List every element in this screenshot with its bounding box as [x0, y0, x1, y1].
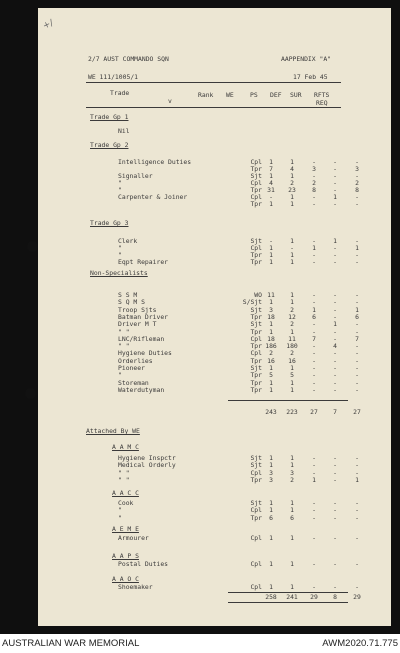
we-value: 1 — [269, 327, 273, 336]
we-value: 1 — [269, 320, 273, 329]
total-sur: 8 — [333, 593, 337, 601]
sur-value: - — [333, 158, 337, 166]
rfts-value: - — [355, 258, 359, 266]
rank: Sjt — [250, 237, 262, 245]
table-row — [118, 259, 400, 266]
we-value: 1 — [269, 378, 273, 387]
rank: Tpr — [250, 356, 262, 365]
sur-value: - — [333, 172, 337, 180]
trade-name: " " — [118, 342, 130, 351]
rank: Tpr — [250, 312, 262, 321]
rfts-value: 2 — [355, 179, 359, 187]
def-value: - — [312, 158, 316, 166]
we-value: 7 — [269, 165, 273, 173]
rank: Cpl — [250, 506, 262, 515]
section-non-specialists: Non-Specialists — [90, 269, 148, 277]
we-value: 1 — [269, 385, 273, 394]
we-value: 1 — [269, 499, 273, 507]
def-value: - — [312, 378, 316, 387]
archive-credit: AUSTRALIAN WAR MEMORIAL — [2, 638, 140, 649]
rfts-value: - — [355, 468, 359, 477]
sur-value: - — [333, 305, 337, 314]
def-value: - — [312, 251, 316, 259]
rank: Tpr — [250, 475, 262, 484]
we-value: 3 — [269, 305, 273, 314]
ps-value: 1 — [290, 378, 294, 387]
sur-value: - — [333, 378, 337, 387]
ps-value: 1 — [290, 237, 294, 245]
table-row — [118, 477, 400, 484]
ps-value: 180 — [286, 342, 298, 351]
sur-value: - — [333, 506, 337, 515]
trade-name: S S M — [118, 291, 138, 299]
we-value: 1 — [269, 251, 273, 259]
trade-name: Orderlies — [118, 356, 153, 365]
we-value: 16 — [267, 356, 275, 365]
we-value: 1 — [269, 461, 273, 470]
trade-name: LNC/Rifleman — [118, 334, 165, 343]
sur-value: - — [333, 513, 337, 522]
rfts-value: 7 — [355, 334, 359, 343]
trade-name: " — [118, 251, 122, 259]
rank: Tpr — [250, 258, 262, 266]
archive-reference: AWM2020.71.775 — [322, 638, 398, 649]
ps-value: 1 — [290, 461, 294, 470]
ps-value: 1 — [290, 364, 294, 372]
rfts-value: - — [355, 356, 359, 365]
rfts-value: - — [355, 385, 359, 394]
appendix-label: AAPPENDIX "A" — [281, 55, 332, 63]
trade-name: " " — [118, 468, 130, 477]
we-value: 1 — [269, 244, 273, 252]
we-value: - — [269, 237, 273, 245]
rfts-value: - — [355, 364, 359, 372]
trade-name: " — [118, 371, 122, 380]
rank: Sjt — [250, 305, 262, 314]
we-value: 1 — [269, 534, 273, 542]
def-value: 1 — [312, 244, 316, 252]
ps-value: 2 — [290, 179, 294, 187]
sur-value: - — [333, 327, 337, 336]
sur-value: - — [333, 356, 337, 365]
subtotal-rfts: 27 — [353, 408, 361, 416]
rfts-value: - — [355, 461, 359, 470]
subtotal-ps: 223 — [286, 408, 298, 416]
ps-value: 1 — [290, 534, 294, 542]
trade-name: Hygiene Duties — [118, 349, 172, 358]
total-ps: 241 — [286, 593, 298, 601]
document-date: 17 Feb 45 — [293, 73, 328, 81]
sur-value: - — [333, 179, 337, 187]
we-value: 31 — [267, 186, 275, 194]
def-value: 7 — [312, 334, 316, 343]
def-value: - — [312, 371, 316, 380]
rank: Tpr — [250, 186, 262, 194]
ps-value: 1 — [290, 172, 294, 180]
we-value: 1 — [269, 258, 273, 266]
col-trade: Trade — [110, 89, 130, 97]
section-trade-gp1: Trade Gp 1 — [90, 113, 129, 121]
def-value: - — [312, 534, 316, 542]
we-value: - — [269, 193, 273, 201]
trade-name: " — [118, 186, 122, 194]
rank: Tpr — [250, 327, 262, 336]
def-value: - — [312, 385, 316, 394]
def-value: 1 — [312, 475, 316, 484]
rfts-value: - — [355, 342, 359, 351]
we-value: 1 — [269, 583, 273, 591]
rfts-value: - — [355, 320, 359, 329]
trade-name: Troop Sjts — [118, 305, 157, 314]
subtotal-rule — [228, 400, 348, 401]
ps-value: 1 — [290, 200, 294, 208]
ps-value: 2 — [290, 320, 294, 329]
sur-value: - — [333, 475, 337, 484]
rfts-value: 1 — [355, 475, 359, 484]
ps-value: 6 — [290, 513, 294, 522]
ps-value: 2 — [290, 349, 294, 358]
rfts-value: 8 — [355, 186, 359, 194]
rank: Cpl — [250, 583, 262, 591]
rank: Tpr — [250, 251, 262, 259]
rfts-value: - — [355, 454, 359, 462]
rank: Tpr — [250, 513, 262, 522]
we-value: 5 — [269, 371, 273, 380]
subtotal-sur: 7 — [333, 408, 337, 416]
rank: Cpl — [250, 244, 262, 252]
trade-name: S Q M S — [118, 298, 145, 307]
rank: Sjt — [250, 461, 262, 470]
we-value: 3 — [269, 475, 273, 484]
total-rfts: 29 — [353, 593, 361, 601]
sur-value: 1 — [333, 193, 337, 201]
ps-value: 1 — [290, 583, 294, 591]
sur-value: - — [333, 200, 337, 208]
rfts-value: - — [355, 506, 359, 515]
trade-name: Armourer — [118, 534, 149, 542]
table-row — [118, 584, 400, 591]
sur-value: - — [333, 461, 337, 470]
sur-value: 4 — [333, 342, 337, 351]
we-value: 1 — [269, 560, 273, 568]
rank: Sjt — [250, 499, 262, 507]
we-value: 11 — [267, 291, 275, 299]
we-value: 18 — [267, 334, 275, 343]
def-value: - — [312, 349, 316, 358]
ps-value: 1 — [290, 258, 294, 266]
section-aamc: A A M C — [112, 443, 139, 451]
rank: Sjt — [250, 320, 262, 329]
reference-number: WE 111/1005/1 — [88, 73, 139, 81]
trade-name: Storeman — [118, 378, 149, 387]
def-value: - — [312, 461, 316, 470]
col-req: REQ — [316, 99, 328, 107]
punch-hole-top — [27, 241, 38, 252]
rfts-value: 6 — [355, 312, 359, 321]
ps-value: 1 — [290, 251, 294, 259]
rank: Sjt — [250, 454, 262, 462]
rfts-value: - — [355, 291, 359, 299]
sur-value: - — [333, 583, 337, 591]
trade-name: Waterdutyman — [118, 385, 165, 394]
ps-value: 1 — [290, 499, 294, 507]
ps-value: - — [290, 244, 294, 252]
def-value: - — [312, 364, 316, 372]
table-row — [118, 201, 400, 208]
trade-name: Signaller — [118, 172, 153, 180]
rfts-value: - — [355, 583, 359, 591]
ps-value: 3 — [290, 468, 294, 477]
rank: Cpl — [250, 349, 262, 358]
def-value: - — [312, 356, 316, 365]
rfts-value: - — [355, 499, 359, 507]
rank: Cpl — [250, 193, 262, 201]
trade-name: Carpenter & Joiner — [118, 193, 188, 201]
def-value: - — [312, 506, 316, 515]
ps-value: 4 — [290, 165, 294, 173]
sur-value: - — [333, 371, 337, 380]
ps-value: 1 — [290, 291, 294, 299]
table-row — [118, 561, 400, 568]
ps-value: 1 — [290, 327, 294, 336]
col-ps: PS — [250, 91, 258, 99]
rfts-value: - — [355, 371, 359, 380]
section-aeme: A E M E — [112, 525, 139, 533]
col-we: WE — [226, 91, 234, 99]
rank: Tpr — [250, 371, 262, 380]
sur-value: 1 — [333, 320, 337, 329]
subtotal-def: 27 — [310, 408, 318, 416]
we-value: 1 — [269, 364, 273, 372]
we-value: 6 — [269, 513, 273, 522]
we-value: 4 — [269, 179, 273, 187]
rfts-value: - — [355, 298, 359, 307]
def-value: - — [312, 513, 316, 522]
we-value: 1 — [269, 506, 273, 515]
table-row — [118, 515, 400, 522]
trade-name: Shoemaker — [118, 583, 153, 591]
def-value: - — [312, 454, 316, 462]
rfts-value: - — [355, 349, 359, 358]
def-value: - — [312, 583, 316, 591]
trade-name: Cook — [118, 499, 134, 507]
def-value: - — [312, 560, 316, 568]
ps-value: 2 — [290, 305, 294, 314]
ps-value: 1 — [290, 298, 294, 307]
def-value: 3 — [312, 165, 316, 173]
def-value: - — [312, 200, 316, 208]
ps-value: 2 — [290, 475, 294, 484]
rfts-value: - — [355, 378, 359, 387]
def-value: 6 — [312, 312, 316, 321]
sur-value: - — [333, 244, 337, 252]
def-value: - — [312, 327, 316, 336]
subtotal-row — [118, 409, 400, 416]
rfts-value: - — [355, 200, 359, 208]
we-value: 186 — [265, 342, 277, 351]
sur-value: - — [333, 298, 337, 307]
sur-value: 1 — [333, 237, 337, 245]
we-value: 1 — [269, 200, 273, 208]
table-row — [118, 387, 400, 394]
trade-name: Intelligence Duties — [118, 158, 192, 166]
section-trade-gp3: Trade Gp 3 — [90, 219, 129, 227]
trade-name: Medical Orderly — [118, 461, 176, 470]
trade-name: Hygiene Inspctr — [118, 454, 176, 462]
rank: Sjt — [250, 364, 262, 372]
sur-value: - — [333, 499, 337, 507]
table-row — [118, 535, 400, 542]
pencil-mark: +/ — [41, 18, 56, 32]
we-value: 18 — [267, 312, 275, 321]
subtotal-we: 243 — [265, 408, 277, 416]
sur-value: - — [333, 291, 337, 299]
sur-value: - — [333, 364, 337, 372]
rfts-value: - — [355, 158, 359, 166]
trade-name: Driver M T — [118, 320, 157, 329]
ps-value: 16 — [288, 356, 296, 365]
ps-value: 1 — [290, 385, 294, 394]
sur-value: - — [333, 165, 337, 173]
total-def: 29 — [310, 593, 318, 601]
ps-value: 5 — [290, 371, 294, 380]
def-value: 1 — [312, 305, 316, 314]
we-value: 2 — [269, 349, 273, 358]
rank: WO — [254, 291, 262, 299]
ps-value: 12 — [288, 312, 296, 321]
rank: Tpr — [250, 378, 262, 387]
sur-value: - — [333, 258, 337, 266]
sur-value: - — [333, 186, 337, 194]
def-value: - — [312, 237, 316, 245]
trade-name: Batman Driver — [118, 312, 169, 321]
rank: S/Sjt — [242, 298, 262, 307]
unit-name: 2/7 AUST COMMANDO SQN — [88, 55, 169, 63]
header-rule — [86, 82, 341, 83]
sur-value: - — [333, 468, 337, 477]
trade-name: " " — [118, 475, 130, 484]
def-value: - — [312, 258, 316, 266]
rank: Sjt — [250, 172, 262, 180]
tick-mark: v — [168, 97, 172, 105]
rfts-value: 1 — [355, 244, 359, 252]
section-aaoc: A A O C — [112, 575, 139, 583]
col-rank: Rank — [198, 91, 214, 99]
document-page — [38, 8, 391, 626]
section-aacc: A A C C — [112, 489, 139, 497]
rank: Cpl — [250, 534, 262, 542]
total-we: 258 — [265, 593, 277, 601]
we-value: 1 — [269, 172, 273, 180]
def-value: - — [312, 172, 316, 180]
trade-name: Pioneer — [118, 364, 145, 372]
col-sur: SUR — [290, 91, 302, 99]
def-value: - — [312, 193, 316, 201]
ps-value: 23 — [288, 186, 296, 194]
col-rfts: RFTS — [314, 91, 330, 99]
rank: Tpr — [250, 385, 262, 394]
trade-name: Clerk — [118, 237, 138, 245]
rfts-value: - — [355, 513, 359, 522]
we-value: 1 — [269, 298, 273, 307]
columns-rule — [86, 107, 341, 108]
trade-name: " — [118, 244, 122, 252]
rfts-value: 3 — [355, 165, 359, 173]
rfts-value: - — [355, 327, 359, 336]
rank: Cpl — [250, 468, 262, 477]
ps-value: 1 — [290, 506, 294, 515]
sur-value: - — [333, 251, 337, 259]
def-value: 2 — [312, 179, 316, 187]
sur-value: - — [333, 349, 337, 358]
col-def: DEF — [270, 91, 282, 99]
we-value: 1 — [269, 158, 273, 166]
rfts-value: - — [355, 172, 359, 180]
ps-value: 1 — [290, 560, 294, 568]
rank: Cpl — [250, 334, 262, 343]
sur-value: - — [333, 560, 337, 568]
total-rule-bottom — [228, 602, 348, 603]
def-value: - — [312, 342, 316, 351]
rank: Tpr — [250, 165, 262, 173]
rank: Cpl — [250, 560, 262, 568]
def-value: - — [312, 320, 316, 329]
trade-name: " — [118, 506, 122, 515]
sur-value: - — [333, 454, 337, 462]
rank: Tpr — [250, 200, 262, 208]
punch-hole-bottom — [25, 388, 36, 399]
rfts-value: 1 — [355, 305, 359, 314]
section-trade-gp2: Trade Gp 2 — [90, 141, 129, 149]
grand-total-row — [118, 594, 400, 601]
section-attached: Attached By WE — [86, 427, 140, 435]
def-value: - — [312, 468, 316, 477]
sur-value: - — [333, 534, 337, 542]
nil-entry: Nil — [118, 127, 130, 135]
rfts-value: - — [355, 251, 359, 259]
sur-value: - — [333, 385, 337, 394]
rfts-value: - — [355, 560, 359, 568]
we-value: 1 — [269, 454, 273, 462]
we-value: 3 — [269, 468, 273, 477]
def-value: 8 — [312, 186, 316, 194]
ps-value: 1 — [290, 454, 294, 462]
ps-value: 1 — [290, 158, 294, 166]
sur-value: - — [333, 334, 337, 343]
def-value: - — [312, 291, 316, 299]
rfts-value: - — [355, 193, 359, 201]
ps-value: 1 — [290, 193, 294, 201]
sur-value: - — [333, 312, 337, 321]
trade-name: Postal Duties — [118, 560, 169, 568]
trade-name: Eqpt Repairer — [118, 258, 169, 266]
rfts-value: - — [355, 534, 359, 542]
rank: Cpl — [250, 158, 262, 166]
trade-name: " — [118, 513, 122, 522]
section-aaps: A A P S — [112, 552, 139, 560]
def-value: - — [312, 499, 316, 507]
trade-name: " — [118, 179, 122, 187]
rfts-value: - — [355, 237, 359, 245]
rank: Cpl — [250, 179, 262, 187]
ps-value: 11 — [288, 334, 296, 343]
rank: Tpr — [250, 342, 262, 351]
trade-name: " " — [118, 327, 130, 336]
def-value: - — [312, 298, 316, 307]
